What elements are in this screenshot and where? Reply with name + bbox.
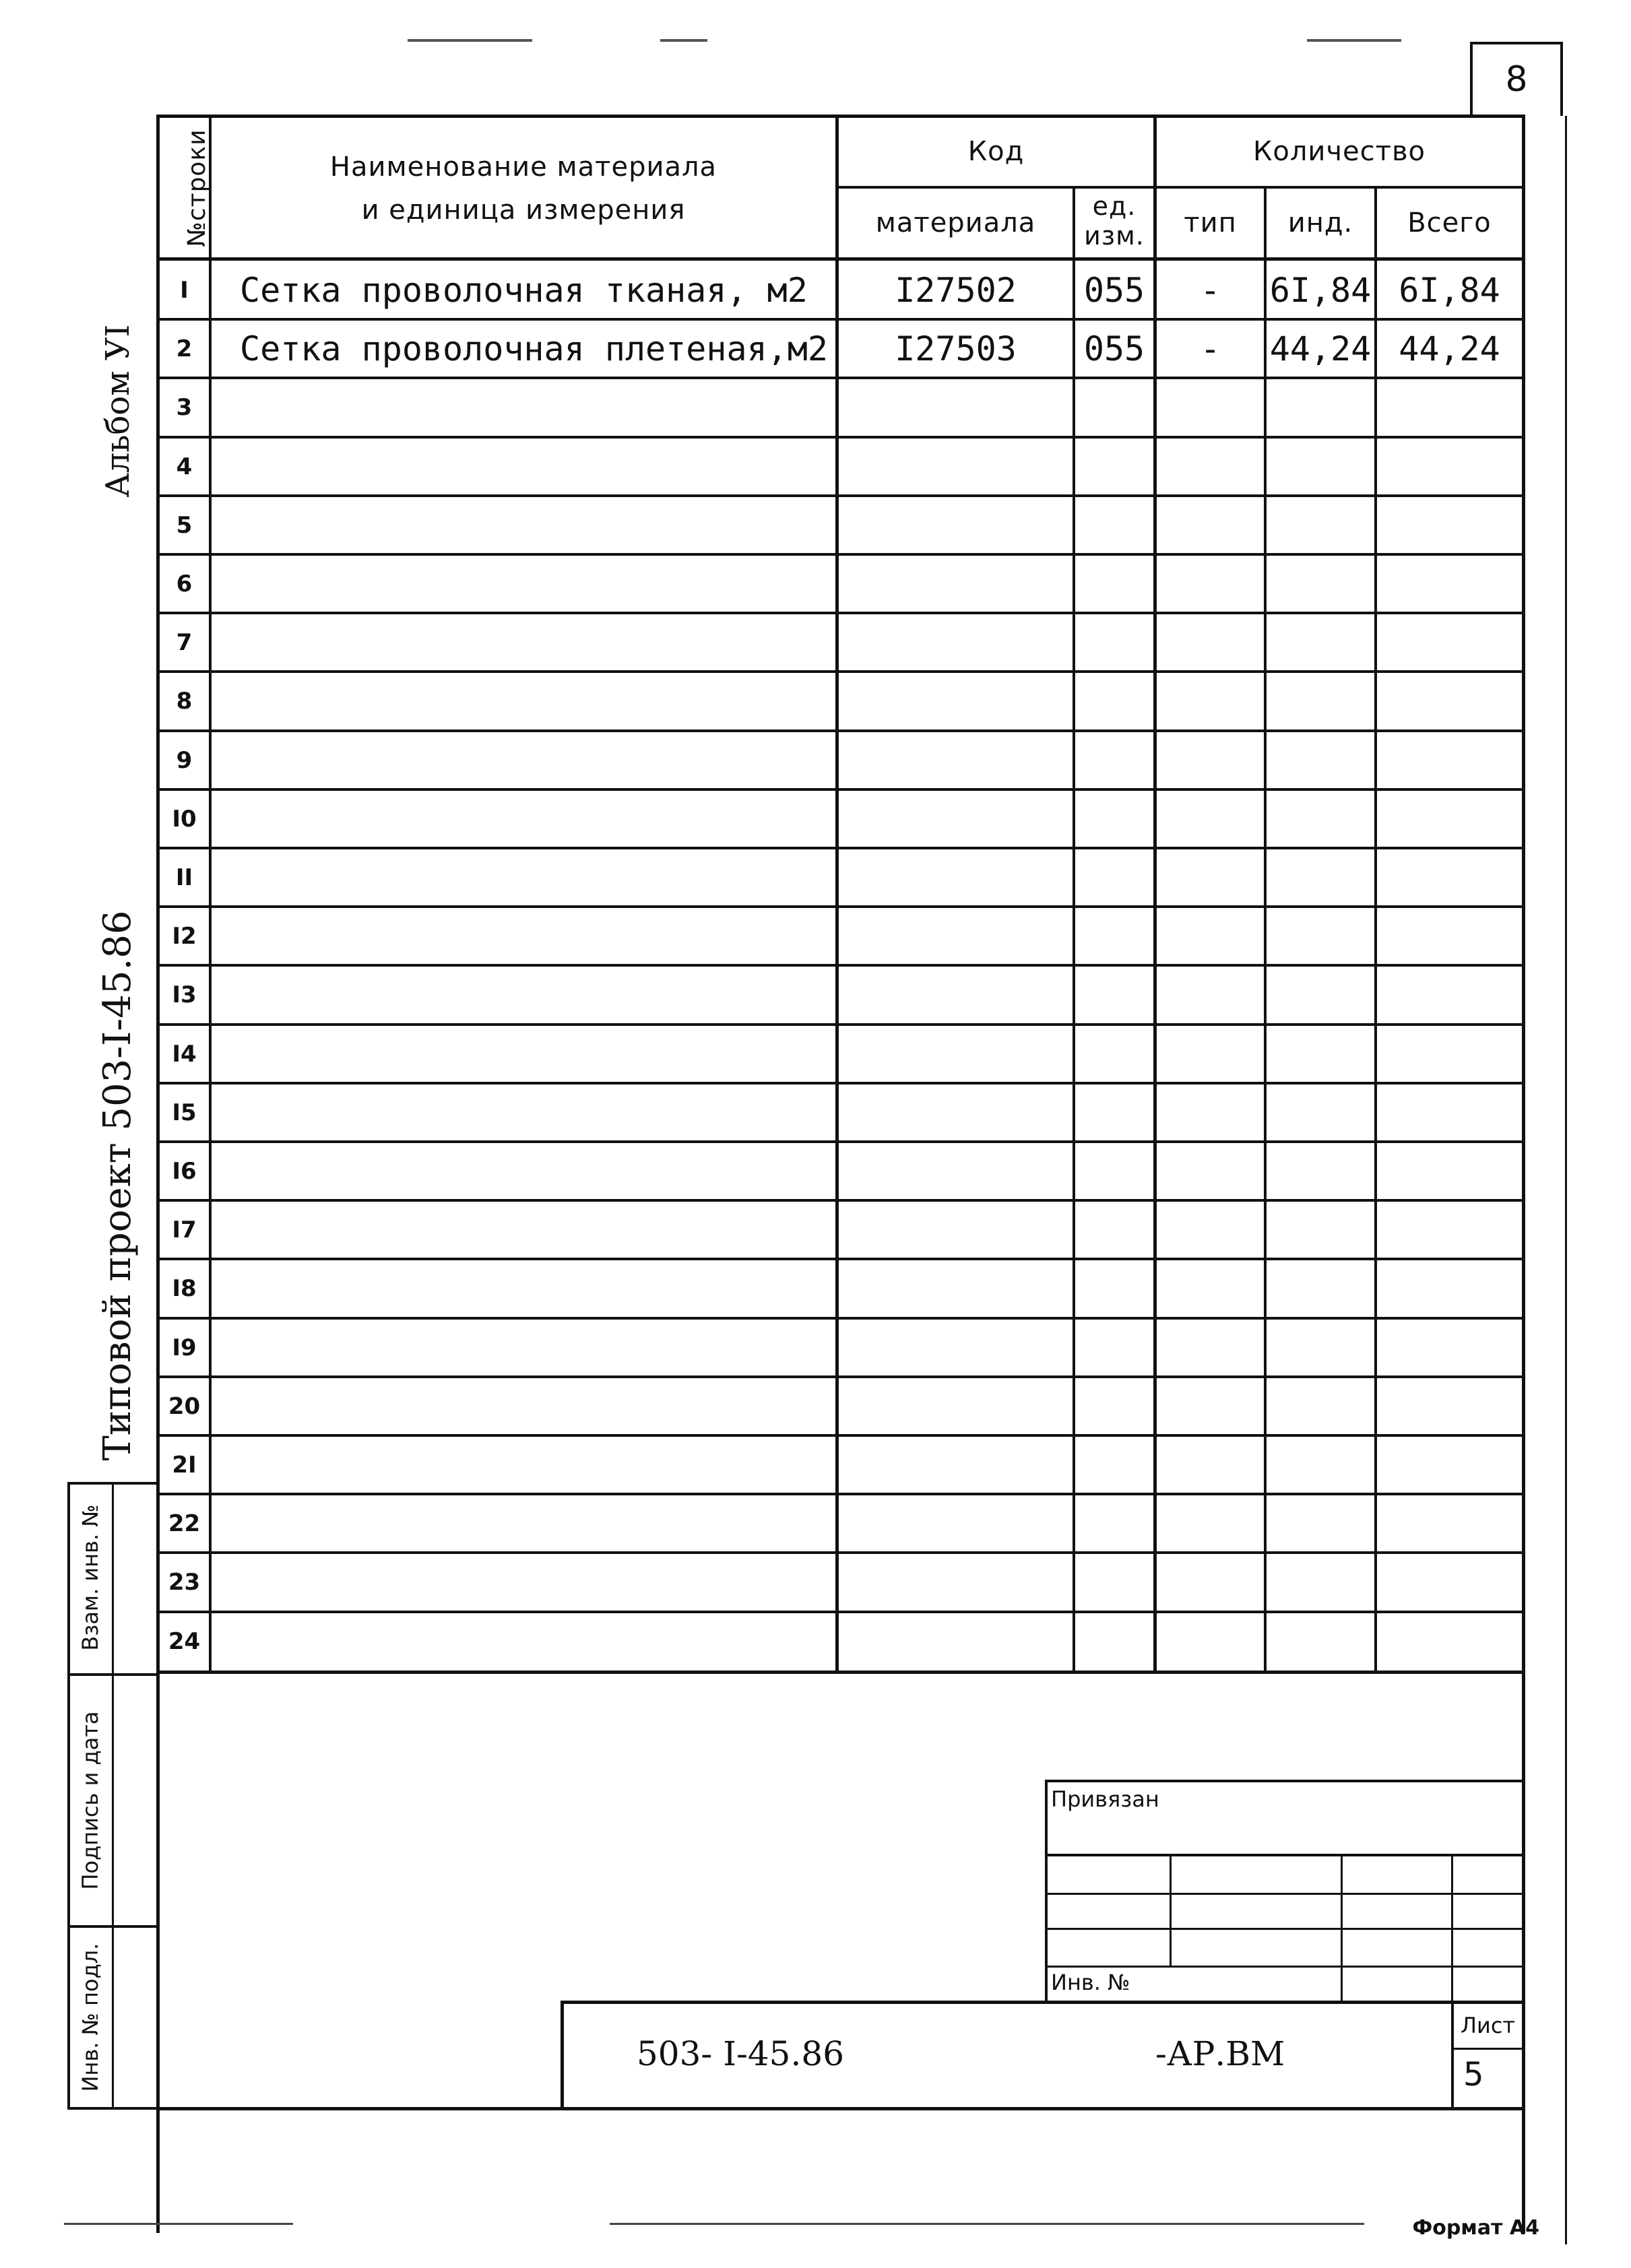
total-qty-cell <box>1377 907 1522 965</box>
row-number: I8 <box>172 1274 197 1302</box>
material-code-cell <box>839 1318 1073 1377</box>
row-number: II <box>175 864 193 891</box>
unit-code-cell <box>1075 496 1153 554</box>
material-name-cell <box>213 731 834 789</box>
type-cell <box>1157 1025 1264 1083</box>
total-qty-cell <box>1377 1142 1522 1200</box>
total-qty-cell <box>1377 1612 1522 1671</box>
individual-qty-cell <box>1267 1553 1374 1611</box>
type-cell <box>1157 1318 1264 1377</box>
header-material-name-2: и единица измерения <box>361 195 686 226</box>
material-name-cell <box>213 1025 834 1083</box>
unit-code-cell <box>1075 1142 1153 1200</box>
row-number: I4 <box>172 1040 197 1068</box>
material-name-cell <box>213 1435 834 1494</box>
unit-code-cell <box>1075 1259 1153 1318</box>
row-number: I7 <box>172 1216 197 1243</box>
row-number: 3 <box>176 393 193 421</box>
total-qty-cell <box>1377 1377 1522 1435</box>
total-qty-cell: 6I,84 <box>1399 270 1500 310</box>
material-name-cell <box>213 613 834 672</box>
total-qty-cell <box>1377 1494 1522 1553</box>
type-cell <box>1157 1083 1264 1142</box>
material-name-cell <box>213 848 834 907</box>
individual-qty-cell <box>1267 1377 1374 1435</box>
individual-qty-cell <box>1267 848 1374 907</box>
individual-qty-cell <box>1267 907 1374 965</box>
material-code-cell <box>839 789 1073 848</box>
header-type: тип <box>1184 207 1237 238</box>
type-cell <box>1157 965 1264 1024</box>
header-total: Всего <box>1407 207 1492 238</box>
header-quantity: Количество <box>1252 136 1426 167</box>
unit-code-cell <box>1075 672 1153 730</box>
individual-qty-cell <box>1267 1083 1374 1142</box>
material-code-cell <box>839 378 1073 436</box>
individual-qty-cell: 44,24 <box>1269 329 1372 368</box>
type-cell <box>1157 1553 1264 1611</box>
individual-qty-cell <box>1267 731 1374 789</box>
total-qty-cell: 44,24 <box>1399 329 1500 368</box>
total-qty-cell <box>1377 1553 1522 1611</box>
document-suffix: -АР.ВМ <box>1155 2034 1285 2073</box>
total-qty-cell <box>1377 496 1522 554</box>
material-name-cell <box>213 672 834 730</box>
material-name-cell <box>213 1259 834 1318</box>
individual-qty-cell: 6I,84 <box>1269 270 1372 310</box>
material-name-cell <box>213 1612 834 1671</box>
unit-code-cell <box>1075 1553 1153 1611</box>
type-cell <box>1157 1377 1264 1435</box>
project-label: Типовой проект 503-I-45.86 <box>96 910 139 1461</box>
type-cell <box>1157 848 1264 907</box>
sheet-value: 5 <box>1463 2056 1484 2094</box>
total-qty-cell <box>1377 437 1522 496</box>
material-name-cell <box>213 965 834 1024</box>
type-cell <box>1157 1612 1264 1671</box>
material-name-cell: Сетка проволочная плетеная,м2 <box>240 329 828 368</box>
row-number: 2 <box>176 335 193 362</box>
unit-code-cell <box>1075 437 1153 496</box>
individual-qty-cell <box>1267 1318 1374 1377</box>
type-cell <box>1157 1259 1264 1318</box>
individual-qty-cell <box>1267 1200 1374 1259</box>
unit-code-cell <box>1075 848 1153 907</box>
individual-qty-cell <box>1267 437 1374 496</box>
material-code-cell <box>839 1200 1073 1259</box>
type-cell <box>1157 1142 1264 1200</box>
total-qty-cell <box>1377 613 1522 672</box>
row-number: 8 <box>176 687 193 715</box>
row-number: I3 <box>172 981 197 1008</box>
individual-qty-cell <box>1267 1612 1374 1671</box>
type-cell <box>1157 554 1264 613</box>
inv-no-label: Инв. № <box>1051 1970 1130 1995</box>
individual-qty-cell <box>1267 672 1374 730</box>
row-number: 24 <box>168 1627 201 1655</box>
row-number: 9 <box>176 746 193 774</box>
material-name-cell <box>213 496 834 554</box>
material-code-cell <box>839 1259 1073 1318</box>
row-number: 2I <box>172 1451 197 1479</box>
material-name-cell <box>213 1377 834 1435</box>
sheet-label: Лист <box>1460 2013 1516 2038</box>
privyazan-label: Привязан <box>1051 1786 1159 1812</box>
unit-code-cell <box>1075 1083 1153 1142</box>
header-code: Код <box>967 136 1025 167</box>
total-qty-cell <box>1377 965 1522 1024</box>
material-name-cell: Сетка проволочная тканая, м2 <box>240 270 808 310</box>
material-name-cell <box>213 789 834 848</box>
material-code-cell <box>839 496 1073 554</box>
material-code-cell <box>839 1435 1073 1494</box>
stamp-sign-date: Подпись и дата <box>77 1711 103 1890</box>
type-cell <box>1157 1200 1264 1259</box>
total-qty-cell <box>1377 731 1522 789</box>
unit-code-cell <box>1075 1025 1153 1083</box>
total-qty-cell <box>1377 1318 1522 1377</box>
material-code-cell <box>839 1083 1073 1142</box>
row-number: 22 <box>168 1510 201 1537</box>
album-label: Альбом УI <box>99 324 137 498</box>
individual-qty-cell <box>1267 496 1374 554</box>
format-label: Формат А4 <box>1412 2216 1539 2240</box>
type-cell <box>1157 378 1264 436</box>
row-number: 20 <box>168 1392 201 1420</box>
material-name-cell <box>213 1142 834 1200</box>
type-cell <box>1157 789 1264 848</box>
row-number: I0 <box>172 805 197 833</box>
total-qty-cell <box>1377 1025 1522 1083</box>
row-number: I2 <box>172 922 197 950</box>
material-code-cell <box>839 1612 1073 1671</box>
individual-qty-cell <box>1267 1259 1374 1318</box>
header-unit-1: ед. <box>1092 191 1137 221</box>
individual-qty-cell <box>1267 1025 1374 1083</box>
unit-code-cell <box>1075 1435 1153 1494</box>
total-qty-cell <box>1377 1435 1522 1494</box>
material-code-cell <box>839 1377 1073 1435</box>
type-cell <box>1157 672 1264 730</box>
document-code: 503- I-45.86 <box>637 2034 845 2073</box>
header-code-material: материала <box>875 207 1036 238</box>
type-cell <box>1157 731 1264 789</box>
unit-code-cell <box>1075 965 1153 1024</box>
row-number: 23 <box>168 1568 201 1596</box>
material-code-cell <box>839 965 1073 1024</box>
type-cell: - <box>1200 270 1221 310</box>
individual-qty-cell <box>1267 789 1374 848</box>
material-name-cell <box>213 1200 834 1259</box>
individual-qty-cell <box>1267 965 1374 1024</box>
unit-code-cell <box>1075 1612 1153 1671</box>
header-unit-2: изм. <box>1084 221 1145 251</box>
type-cell <box>1157 1435 1264 1494</box>
type-cell <box>1157 907 1264 965</box>
total-qty-cell <box>1377 1083 1522 1142</box>
row-number: I5 <box>172 1099 197 1126</box>
total-qty-cell <box>1377 1259 1522 1318</box>
material-code-cell: I27503 <box>895 329 1017 368</box>
individual-qty-cell <box>1267 1494 1374 1553</box>
unit-code-cell <box>1075 907 1153 965</box>
material-name-cell <box>213 1553 834 1611</box>
total-qty-cell <box>1377 848 1522 907</box>
unit-code-cell: 055 <box>1083 329 1145 368</box>
individual-qty-cell <box>1267 378 1374 436</box>
type-cell <box>1157 1494 1264 1553</box>
material-code-cell <box>839 613 1073 672</box>
material-name-cell <box>213 1318 834 1377</box>
type-cell <box>1157 437 1264 496</box>
material-code-cell <box>839 1553 1073 1611</box>
material-code-cell <box>839 1494 1073 1553</box>
material-name-cell <box>213 554 834 613</box>
material-code-cell <box>839 672 1073 730</box>
individual-qty-cell <box>1267 613 1374 672</box>
stamp-inv-replace: Взам. инв. № <box>77 1504 103 1651</box>
row-number: 4 <box>176 453 193 480</box>
unit-code-cell <box>1075 378 1153 436</box>
individual-qty-cell <box>1267 1435 1374 1494</box>
material-name-cell <box>213 378 834 436</box>
total-qty-cell <box>1377 672 1522 730</box>
unit-code-cell: 055 <box>1083 270 1145 310</box>
total-qty-cell <box>1377 789 1522 848</box>
unit-code-cell <box>1075 1200 1153 1259</box>
row-number: I6 <box>172 1157 197 1185</box>
header-material-name-1: Наименование материала <box>329 152 717 183</box>
type-cell <box>1157 613 1264 672</box>
header-individual: инд. <box>1287 207 1353 238</box>
material-name-cell <box>213 437 834 496</box>
material-name-cell <box>213 1083 834 1142</box>
material-code-cell <box>839 1142 1073 1200</box>
material-code-cell: I27502 <box>895 270 1017 310</box>
row-number: 7 <box>176 628 193 656</box>
material-code-cell <box>839 848 1073 907</box>
row-number: 5 <box>176 511 193 539</box>
unit-code-cell <box>1075 731 1153 789</box>
type-cell <box>1157 496 1264 554</box>
header-row-number: №строки <box>183 129 211 247</box>
row-number: I9 <box>172 1334 197 1361</box>
material-code-cell <box>839 1025 1073 1083</box>
unit-code-cell <box>1075 1318 1153 1377</box>
total-qty-cell <box>1377 378 1522 436</box>
individual-qty-cell <box>1267 1142 1374 1200</box>
individual-qty-cell <box>1267 554 1374 613</box>
row-number: I <box>180 276 189 304</box>
material-name-cell <box>213 1494 834 1553</box>
unit-code-cell <box>1075 789 1153 848</box>
material-name-cell <box>213 907 834 965</box>
stamp-inv-original: Инв. № подл. <box>77 1943 103 2092</box>
type-cell: - <box>1200 329 1221 368</box>
unit-code-cell <box>1075 554 1153 613</box>
sheet-number: 8 <box>1505 59 1528 100</box>
total-qty-cell <box>1377 554 1522 613</box>
material-code-cell <box>839 731 1073 789</box>
material-code-cell <box>839 907 1073 965</box>
material-code-cell <box>839 437 1073 496</box>
unit-code-cell <box>1075 1377 1153 1435</box>
total-qty-cell <box>1377 1200 1522 1259</box>
unit-code-cell <box>1075 1494 1153 1553</box>
unit-code-cell <box>1075 613 1153 672</box>
row-number: 6 <box>176 570 193 597</box>
material-code-cell <box>839 554 1073 613</box>
